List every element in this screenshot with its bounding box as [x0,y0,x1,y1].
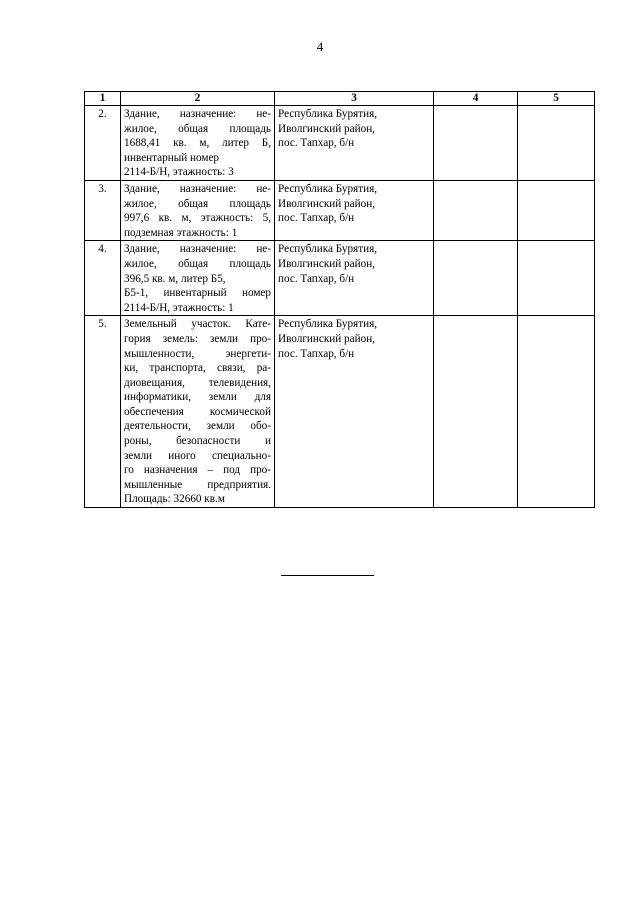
description-line: жилое, общая площадь [124,257,271,270]
object-description [121,241,275,316]
description-line: инвентарный номер [124,151,220,164]
col-5-cell [518,241,595,316]
col-4-cell [434,316,518,508]
footer-divider [281,575,374,576]
address-line: Иволгинский район, [278,122,375,135]
table-row [85,180,595,240]
description-line: информатики, земли для [124,391,271,404]
description-line: Здание, назначение: не- [124,243,271,256]
row-number: 5. [85,316,121,508]
address-line: Республика Бурятия, [278,243,378,256]
col-5-cell [518,316,595,508]
row-number: 3. [85,180,121,240]
description-line: ки, транспорта, связи, ра- [124,362,271,375]
address-line: Иволгинский район, [278,197,375,210]
table-header-row [85,92,595,106]
description-line: 396,5 кв. м, литер Б5, [124,272,226,285]
col-5-cell [518,180,595,240]
object-address [275,180,434,240]
table-row [85,241,595,316]
object-description [121,106,275,181]
description-line: 2114-Б/Н, этажность: 1 [124,301,234,314]
col-5-cell [518,106,595,181]
description-line: 997,6 кв. м, этажность: 5, [124,212,271,225]
header-col-4: 4 [434,92,518,106]
address-line: пос. Тапхар, б/н [278,347,355,360]
description-line: Здание, назначение: не- [124,182,271,195]
row-number: 4. [85,241,121,316]
description-line: подземная этажность: 1 [124,226,238,239]
address-line: пос. Тапхар, б/н [278,212,355,225]
description-line: роны, безопасности и [124,435,271,448]
address-line: Иволгинский район, [278,257,375,270]
header-col-2: 2 [121,92,275,106]
address-line: Республика Бурятия, [278,182,378,195]
description-line: мышленные предприятия. [124,478,271,491]
description-line: жилое, общая площадь [124,197,271,210]
object-address [275,106,434,181]
page-number: 4 [316,39,324,54]
description-line: гория земель: земли про- [124,332,271,345]
description-line: земли иного специально- [124,449,271,462]
object-description [121,316,275,508]
object-description [121,180,275,240]
description-line: го назначения – под про- [124,464,271,477]
description-line: Б5-1, инвентарный номер [124,287,271,300]
address-line: пос. Тапхар, б/н [278,272,355,285]
objects-table [84,91,595,508]
description-line: обеспечения космической [124,405,271,418]
description-line: Здание, назначение: не- [124,108,271,120]
description-line: Площадь: 32660 кв.м [124,493,225,506]
description-line: 1688,41 кв. м, литер Б, [124,137,271,150]
address-line: пос. Тапхар, б/н [278,137,355,150]
description-line: Земельный участок. Катe- [124,318,271,331]
table-row [85,106,595,181]
description-line: деятельности, земли обо- [124,420,271,433]
description-line: 2114-Б/Н, этажность: 3 [124,166,234,179]
header-col-1: 1 [85,92,121,106]
table-row [85,316,595,508]
description-line: диовещания, телевидения, [124,376,271,389]
address-line: Иволгинский район, [278,332,375,345]
col-4-cell [434,106,518,181]
description-line: мышленности, энергети- [124,347,271,360]
description-line: жилое, общая площадь [124,122,271,135]
object-address [275,316,434,508]
header-col-3: 3 [275,92,434,106]
address-line: Республика Бурятия, [278,318,378,331]
object-address [275,241,434,316]
col-4-cell [434,241,518,316]
address-line: Республика Бурятия, [278,108,378,120]
row-number: 2. [85,106,121,181]
col-4-cell [434,180,518,240]
header-col-5: 5 [518,92,595,106]
